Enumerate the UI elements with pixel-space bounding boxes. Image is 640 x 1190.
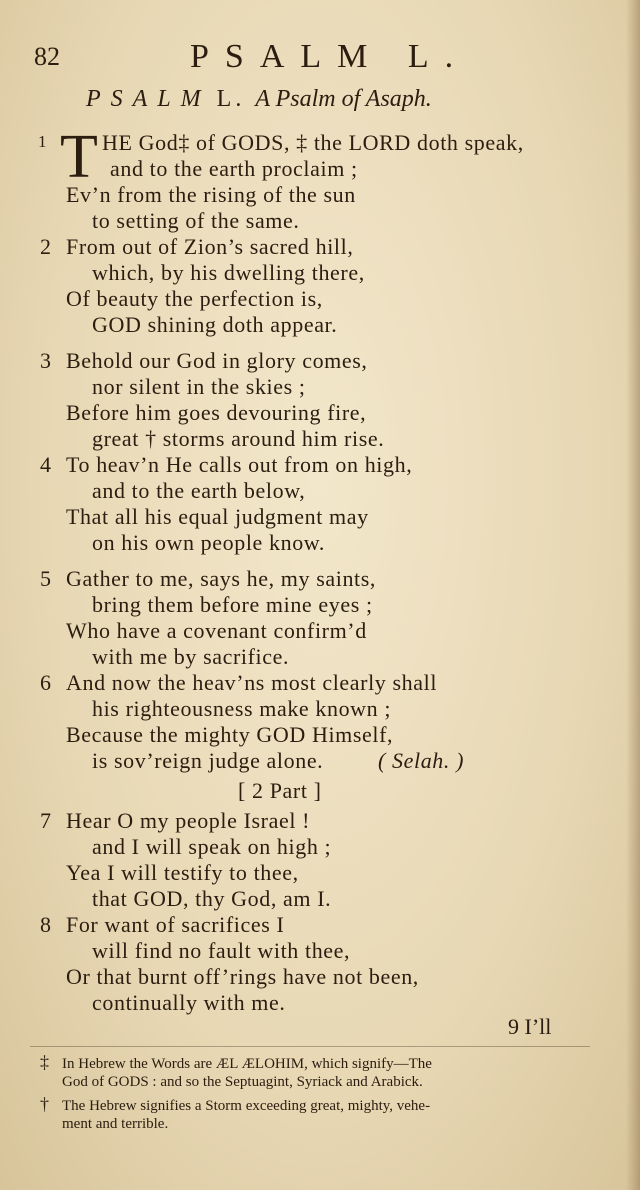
verse-line: From out of Zion’s sacred hill, xyxy=(66,234,354,259)
verse-line: Or that burnt off’rings have not been, xyxy=(66,964,419,989)
page-edge-shadow xyxy=(626,0,640,1190)
verse-line: That all his equal judgment may xyxy=(66,504,369,529)
verse-line: bring them before mine eyes ; xyxy=(92,592,373,617)
footnote xyxy=(40,1052,432,1074)
psalm-subtitle: A Psalm of Asaph. xyxy=(255,86,432,112)
footnote xyxy=(40,1094,430,1116)
psalm-numeral: L. xyxy=(216,86,246,112)
footnote-line: The Hebrew signifies a Storm exceeding great, mighty, vehe- xyxy=(62,1098,431,1114)
verse-line: on his own people know. xyxy=(92,530,325,555)
verse-line: Ev’n from the rising of the sun xyxy=(66,182,356,207)
part-heading: [ 2 Part ] xyxy=(238,778,322,803)
footnote-continuation xyxy=(62,1114,168,1134)
verse-number: 1 xyxy=(38,132,47,151)
footnote-continuation xyxy=(62,1072,423,1092)
verse-number: 2 xyxy=(40,234,51,259)
verse-number: 6 xyxy=(40,670,51,695)
footnote-mark: † xyxy=(40,1094,49,1114)
verse-line: his righteousness make known ; xyxy=(92,696,392,721)
page-number: 82 xyxy=(34,42,60,71)
verse-line: To heav’n He calls out from on high, xyxy=(66,452,413,477)
verse-number: 8 xyxy=(40,912,51,937)
running-title: PSALM L. xyxy=(190,38,470,75)
verse-line: Gather to me, says he, my saints, xyxy=(66,566,377,591)
verse-number: 4 xyxy=(40,452,51,477)
footnote-line: In Hebrew the Words are ÆL ÆLOHIM, which signify—The xyxy=(62,1056,432,1072)
verse-line: Behold our God in glory comes, xyxy=(66,348,368,373)
verse-line: GOD shining doth appear. xyxy=(92,312,338,337)
verse-line: great † storms around him rise. xyxy=(92,426,385,451)
psalm-heading xyxy=(86,86,432,113)
verse-line: to setting of the same. xyxy=(92,208,300,233)
selah-marker: ( Selah. ) xyxy=(378,748,465,773)
verse-number: 5 xyxy=(40,566,51,591)
verse-line: Who have a covenant confirm’d xyxy=(66,618,367,643)
verse-line: and to the earth proclaim ; xyxy=(110,156,358,181)
verse-line: continually with me. xyxy=(92,990,286,1015)
page-header xyxy=(0,38,640,78)
footnote-mark: ‡ xyxy=(40,1052,49,1072)
verse-line: and I will speak on high ; xyxy=(92,834,332,859)
verse-line: nor silent in the skies ; xyxy=(92,374,306,399)
verse-line: Yea I will testify to thee, xyxy=(66,860,299,885)
verse-line: And now the heav’ns most clearly shall xyxy=(66,670,438,695)
psalm-word: PSALM xyxy=(86,86,211,112)
catchword: 9 I’ll xyxy=(508,1014,552,1039)
verse-line: Before him goes devouring fire, xyxy=(66,400,367,425)
verse-line: Of beauty the perfection is, xyxy=(66,286,323,311)
verse-number: 7 xyxy=(40,808,51,833)
verse-line: Because the mighty GOD Himself, xyxy=(66,722,394,747)
footnote-line: ment and terrible. xyxy=(62,1116,169,1132)
verse-line: For want of sacrifices I xyxy=(66,912,285,937)
verse-line: is sov’reign judge alone. xyxy=(92,748,324,773)
verse-number: 3 xyxy=(40,348,51,373)
verse-line: HE God‡ of GODS, ‡ the LORD doth speak, xyxy=(102,130,524,155)
verse-line: that GOD, thy God, am I. xyxy=(92,886,332,911)
footnote-rule xyxy=(30,1046,590,1047)
verse-line: and to the earth below, xyxy=(92,478,306,503)
drop-cap: T xyxy=(60,123,98,191)
verse-line: Hear O my people Israel ! xyxy=(66,808,311,833)
verse-line: which, by his dwelling there, xyxy=(92,260,365,285)
footnote-line: God of GODS : and so the Septuagint, Syriack and Arabick. xyxy=(62,1074,423,1090)
verse-line: with me by sacrifice. xyxy=(92,644,290,669)
verse-line: will find no fault with thee, xyxy=(92,938,351,963)
